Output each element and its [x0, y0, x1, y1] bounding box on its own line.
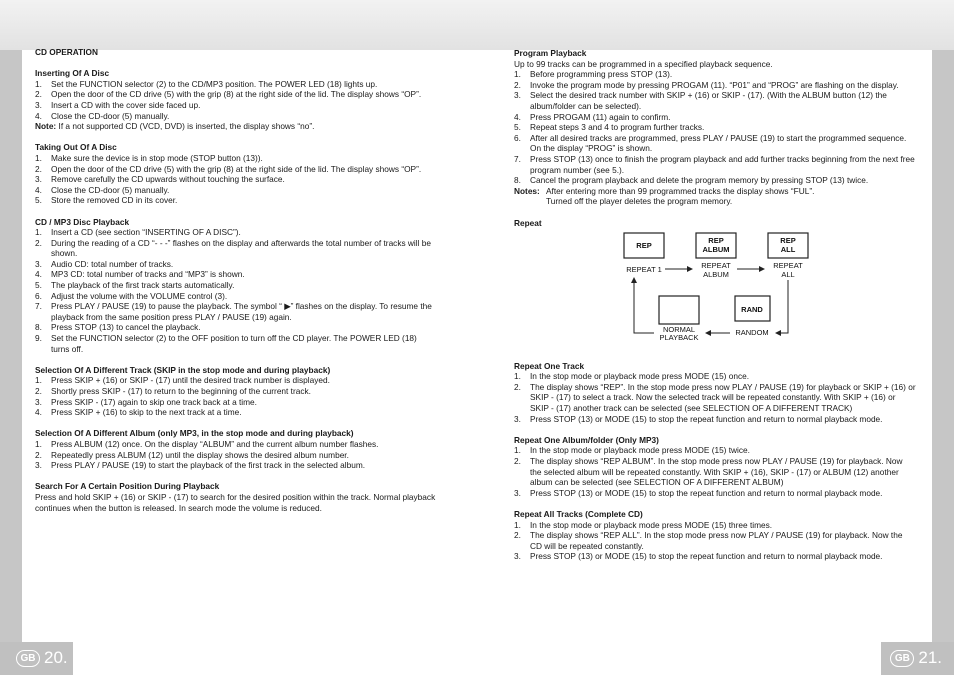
gb-badge: GB — [16, 650, 40, 667]
list-item-number: 3. — [35, 99, 42, 110]
list-item — [35, 386, 437, 397]
list-item-number: 4. — [35, 110, 42, 121]
list-item — [35, 291, 437, 302]
right-margin-strip — [932, 50, 954, 642]
numbered-list — [514, 520, 916, 562]
list-item-number: 2. — [35, 237, 42, 248]
list-item-text: Make sure the device is in stop mode (STOP button (13)). — [51, 152, 263, 163]
numbered-list — [35, 79, 437, 121]
notes-label: Notes: — [514, 185, 540, 196]
list-item-text: Press STOP (13) once to finish the program playback and add further tracks beginning from the next free program number (see 5.). — [530, 153, 915, 175]
list-item — [35, 79, 437, 90]
list-item-text: After all desired tracks are programmed, press PLAY / PAUSE (19) to start the programmed sequence. On the display “PROG” is shown. — [530, 132, 907, 154]
list-item-number: 5. — [35, 280, 42, 291]
list-item — [514, 520, 916, 531]
label-random: RANDOM — [735, 328, 769, 338]
list-item — [35, 185, 437, 196]
numbered-list — [514, 371, 916, 424]
section-heading: CD / MP3 Disc Playback — [35, 216, 130, 227]
list-item-text: Insert a CD (see section “INSERTING OF A DISC”). — [51, 227, 241, 238]
list-item-number: 4. — [514, 111, 521, 122]
list-item-text: Close the CD-door (5) manually. — [51, 110, 170, 121]
list-item — [514, 90, 916, 111]
right-column — [514, 48, 916, 562]
arrow — [634, 278, 654, 333]
list-item-text: Press PLAY / PAUSE (19) to start the playback of the first track in the selected album. — [51, 460, 366, 471]
list-item-number: 2. — [514, 530, 521, 541]
list-item-text: Set the FUNCTION selector (2) to the OFF position to turn off the CD player. The POWER LED (18) turns off. — [51, 333, 417, 354]
list-item — [35, 153, 437, 164]
list-item-text: Repeatedly press ALBUM (12) until the display shows the desired album number. — [51, 449, 349, 460]
list-item-number: 4. — [35, 184, 42, 195]
list-item-text: MP3 CD: total number of tracks and “MP3” is shown. — [51, 269, 245, 280]
list-item-text: In the stop mode or playback mode press MODE (15) twice. — [530, 445, 750, 456]
list-item-number: 1. — [35, 78, 42, 89]
label-repeat-album: REPEAT — [701, 261, 731, 271]
list-item — [35, 333, 437, 354]
list-item — [514, 488, 916, 499]
list-item-text: In the stop mode or playback mode press MODE (15) once. — [530, 371, 750, 382]
list-item — [35, 280, 437, 291]
list-item — [514, 382, 916, 414]
list-item — [514, 551, 916, 562]
section-heading: Repeat One Track — [514, 360, 585, 371]
list-item-text: Remove carefully the CD upwards without touching the surface. — [51, 174, 285, 185]
section-heading: Repeat — [514, 217, 542, 228]
list-item — [35, 164, 437, 175]
box-rep-album-text: REP — [708, 236, 724, 246]
list-item-number: 2. — [514, 456, 521, 467]
label-repeat-all: ALL — [781, 270, 795, 280]
list-item-text: Invoke the program mode by pressing PROGAM (11). “P01” and “PROG” are flashing on the display. — [530, 79, 899, 90]
list-item-number: 1. — [514, 371, 521, 382]
box-rep-text: REP — [636, 241, 652, 251]
section-heading: Program Playback — [514, 48, 587, 58]
notes — [514, 186, 916, 197]
list-item-number: 8. — [514, 175, 521, 186]
list-item-text: Repeat steps 3 and 4 to program further tracks. — [530, 122, 705, 133]
list-item — [35, 269, 437, 280]
list-item-number: 2. — [35, 89, 42, 100]
list-item-text: Audio CD: total number of tracks. — [51, 258, 174, 269]
list-item — [514, 154, 916, 175]
header-band — [0, 0, 954, 50]
right-page-number — [890, 648, 942, 668]
numbered-list — [35, 153, 437, 206]
page-number-text: 20. — [44, 648, 68, 667]
list-item-text: Press SKIP + (16) or SKIP - (17) until the desired track number is displayed. — [51, 375, 330, 386]
list-item-number: 1. — [35, 227, 42, 238]
list-item-text: Before programming press STOP (13). — [530, 69, 673, 80]
list-item — [514, 80, 916, 91]
label-repeat-all: REPEAT — [773, 261, 803, 271]
list-item — [514, 414, 916, 425]
list-item — [514, 112, 916, 123]
note-text: If a not supported CD (VCD, DVD) is inserted, the display shows “no”. — [58, 121, 315, 132]
list-item-number: 5. — [514, 122, 521, 133]
list-item-number: 9. — [35, 333, 42, 344]
list-item — [35, 227, 437, 238]
label-repeat-album: ALBUM — [703, 270, 729, 280]
box-rep-all-text: REP — [780, 236, 796, 246]
list-item-number: 2. — [35, 449, 42, 460]
list-item-text: During the reading of a CD “- - -” flashes on the display and afterwards the total number of tracks will be shown. — [51, 237, 431, 259]
left-column — [35, 47, 437, 513]
list-item — [35, 174, 437, 185]
list-item — [35, 450, 437, 461]
list-item — [35, 238, 437, 259]
list-item-number: 3. — [514, 551, 521, 562]
note-label: Note: — [35, 121, 57, 132]
numbered-list — [35, 439, 437, 471]
box-normal — [659, 296, 699, 324]
list-item-number: 4. — [35, 407, 42, 418]
section-heading: Selection Of A Different Track (SKIP in the stop mode and during playback) — [35, 364, 331, 375]
numbered-list — [35, 227, 437, 354]
list-item-number: 1. — [35, 438, 42, 449]
list-item — [35, 397, 437, 408]
list-item-text: Insert a CD with the cover side faced up. — [51, 99, 201, 110]
list-item-number: 3. — [35, 460, 42, 471]
list-item-number: 6. — [514, 132, 521, 143]
list-item-number: 8. — [35, 322, 42, 333]
label-repeat-1: REPEAT 1 — [626, 265, 662, 275]
list-item-text: Press SKIP - (17) again to skip one track back at a time. — [51, 396, 257, 407]
page-number-text: 21. — [918, 648, 942, 667]
gb-badge: GB — [890, 650, 914, 667]
list-item — [514, 122, 916, 133]
section-heading: Repeat One Album/folder (Only MP3) — [514, 434, 659, 445]
list-item-number: 3. — [514, 413, 521, 424]
list-item-text: Select the desired track number with SKIP + (16) or SKIP - (17). (With the ALBUM button (12) the album/folder can be selected). — [530, 90, 887, 111]
list-item-text: Adjust the volume with the VOLUME control (3). — [51, 290, 228, 301]
numbered-list — [514, 69, 916, 186]
list-item-text: Press PROGAM (11) again to confirm. — [530, 111, 671, 122]
list-item-number: 2. — [514, 79, 521, 90]
numbered-list — [514, 445, 916, 498]
paragraph: Press and hold SKIP + (16) or SKIP - (17) to search for the desired position within the track. Normal playback continues when the button is released. In search mode the volume is reduced. — [35, 491, 436, 513]
left-margin-strip — [0, 50, 22, 642]
repeat-mode-diagram — [514, 228, 916, 350]
list-item-number: 1. — [35, 152, 42, 163]
arrow — [776, 280, 788, 333]
list-item-text: In the stop mode or playback mode press MODE (15) three times. — [530, 519, 773, 530]
list-item-number: 4. — [35, 269, 42, 280]
list-item — [35, 460, 437, 471]
list-item-number: 6. — [35, 290, 42, 301]
list-item-text: Shortly press SKIP - (17) to return to the beginning of the current track. — [51, 386, 311, 396]
left-page-number — [16, 648, 68, 668]
list-item — [514, 530, 916, 551]
list-item-text: The display shows “REP ALL”. In the stop mode press now PLAY / PAUSE (19) for playback. Now the CD will be repeated constantly. — [530, 530, 903, 551]
list-item-text: Press SKIP + (16) to skip to the next track at a time. — [51, 407, 242, 418]
notes-line: After entering more than 99 programmed tracks the display shows “FUL”. — [546, 185, 815, 196]
list-item-number: 3. — [35, 174, 42, 185]
list-item — [35, 89, 437, 100]
list-item — [35, 301, 437, 322]
list-item — [35, 322, 437, 333]
list-item-text: Open the door of the CD drive (5) with the grip (8) at the right side of the lid. The display shows “OP”. — [51, 163, 422, 174]
label-normal-playback: NORMAL — [662, 325, 696, 335]
list-item-number: 5. — [35, 195, 42, 206]
list-item-text: Press PLAY / PAUSE (19) to pause the playback. The symbol “ ▶” flashes on the display. To resume the playback from the same position press PLAY / PAUSE (19) again. — [51, 301, 432, 322]
list-item — [35, 407, 437, 418]
list-item-number: 2. — [35, 163, 42, 174]
list-item-text: Open the door of the CD drive (5) with the grip (8) at the right side of the lid. The display shows “OP”. — [51, 89, 422, 100]
list-item-text: Press ALBUM (12) once. On the display “ALBUM” and the current album number flashes. — [51, 438, 379, 449]
notes-line: Turned off the player deletes the program memory. — [546, 196, 733, 207]
list-item — [514, 69, 916, 80]
list-item-number: 1. — [514, 445, 521, 456]
list-item — [35, 375, 437, 386]
list-item — [514, 371, 916, 382]
list-item — [35, 259, 437, 270]
list-item-number: 1. — [514, 519, 521, 530]
list-item-text: Press STOP (13) or MODE (15) to stop the repeat function and return to normal playback mode. — [530, 551, 883, 562]
box-rep-all-text: ALL — [780, 245, 796, 255]
list-item-text: The playback of the first track starts automatically. — [51, 280, 235, 291]
note — [35, 121, 437, 132]
list-item-text: Press STOP (13) to cancel the playback. — [51, 322, 201, 333]
list-item-number: 7. — [35, 301, 42, 312]
list-item-text: The display shows “REP”. In the stop mode press now PLAY / PAUSE (19) for playback or SKIP + (16) or SKIP - (17) to select a track. Now the selected track will be repeated constantly. With SKIP + (16) or SKIP - (17) another track can be selected (see SELECTION OF A DIFFERENT TRACK) — [530, 381, 916, 414]
list-item-text: Press STOP (13) or MODE (15) to stop the repeat function and return to normal playback mode. — [530, 487, 883, 498]
list-item-number: 3. — [514, 487, 521, 498]
list-item-text: Cancel the program playback and delete the program memory by pressing STOP (13) twice. — [530, 175, 869, 186]
list-item-number: 1. — [514, 69, 521, 80]
box-rand-text: RAND — [741, 305, 763, 315]
list-item-text: Press STOP (13) or MODE (15) to stop the repeat function and return to normal playback mode. — [530, 413, 883, 424]
list-item-number: 3. — [35, 396, 42, 407]
list-item — [514, 175, 916, 186]
list-item-number: 2. — [35, 386, 42, 396]
list-item-text: Set the FUNCTION selector (2) to the CD/MP3 position. The POWER LED (18) lights up. — [51, 78, 378, 89]
list-item-number: 7. — [514, 153, 521, 164]
list-item — [35, 111, 437, 122]
list-item — [514, 445, 916, 456]
list-item-text: Store the removed CD in its cover. — [51, 195, 178, 206]
numbered-list — [35, 375, 437, 417]
list-item-number: 3. — [35, 258, 42, 269]
section-heading: Selection Of A Different Album (only MP3, in the stop mode and during playback) — [35, 428, 354, 439]
section-heading: Search For A Certain Position During Playback — [35, 481, 220, 492]
list-item-text: The display shows “REP ALBUM”. In the stop mode press now PLAY / PAUSE (19) for playback. Now the selected album will be repeated constantly. With SKIP + (16), SKIP - (17) or ALBUM (12) another album can be selected (see SELECTION OF A DIFFERENT ALBUM) — [530, 456, 903, 488]
list-item — [35, 100, 437, 111]
list-item-number: 3. — [514, 90, 521, 101]
section-heading: Taking Out Of A Disc — [35, 142, 117, 153]
label-normal-playback: PLAYBACK — [659, 333, 699, 343]
list-item — [514, 133, 916, 154]
list-item-number: 2. — [514, 381, 521, 392]
section-heading: Inserting Of A Disc — [35, 68, 110, 79]
list-item — [514, 456, 916, 488]
paragraph: Up to 99 tracks can be programmed in a specified playback sequence. — [514, 58, 773, 69]
list-item — [35, 439, 437, 450]
section-title: CD OPERATION — [35, 47, 98, 57]
list-item — [35, 195, 437, 206]
box-rep-album-text: ALBUM — [702, 245, 730, 255]
list-item-text: Close the CD-door (5) manually. — [51, 184, 170, 195]
section-heading: Repeat All Tracks (Complete CD) — [514, 509, 643, 519]
list-item-number: 1. — [35, 375, 42, 386]
